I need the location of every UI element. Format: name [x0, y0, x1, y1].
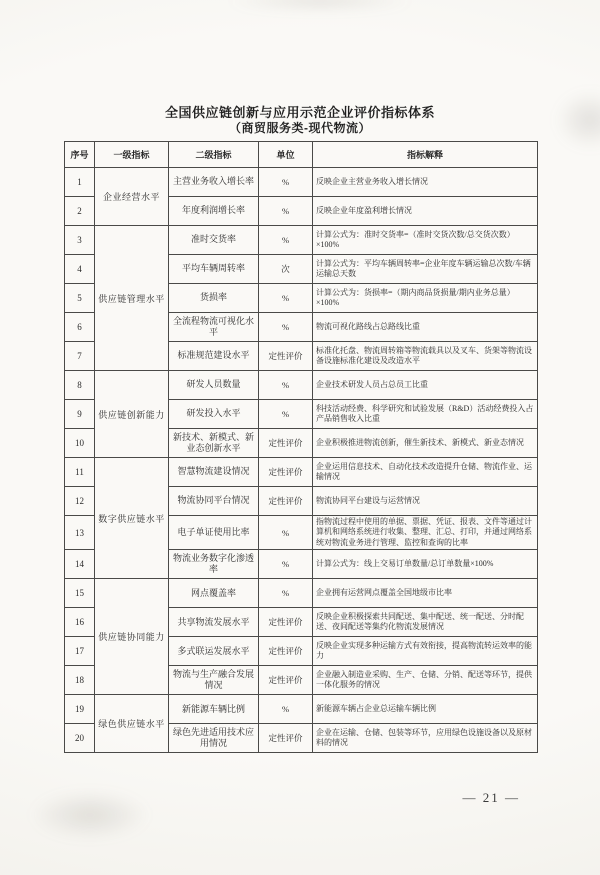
unit-cell: % [259, 579, 313, 608]
row-number: 11 [65, 458, 95, 487]
indicator-explanation: 企业在运输、仓储、包装等环节，应用绿色设施设备以及原材料的情况 [313, 724, 538, 753]
unit-cell: 定性评价 [259, 666, 313, 695]
indicator-explanation: 计算公式为：货损率=（期内商品货损量/期内业务总量）×100% [313, 284, 538, 313]
row-number: 20 [65, 724, 95, 753]
first-level-indicator: 供应链管理水平 [95, 226, 169, 371]
row-number: 12 [65, 487, 95, 516]
indicator-explanation: 企业积极推进物流创新，催生新技术、新模式、新业态情况 [313, 429, 538, 458]
indicator-explanation: 科技活动经费、科学研究和试验发展（R&D）活动经费投入占产品销售收入比重 [313, 400, 538, 429]
unit-cell: 次 [259, 255, 313, 284]
table-header-row [65, 142, 538, 168]
indicator-explanation: 物流可视化路线占总路线比重 [313, 313, 538, 342]
row-number: 13 [65, 516, 95, 550]
table-row [65, 371, 538, 400]
first-level-indicator: 数字供应链水平 [95, 458, 169, 579]
first-level-indicator: 绿色供应链水平 [95, 695, 169, 753]
indicator-explanation: 企业拥有运营网点覆盖全国地级市比率 [313, 579, 538, 608]
unit-cell: % [259, 695, 313, 724]
row-number: 1 [65, 168, 95, 197]
second-level-indicator: 物流与生产融合发展情况 [169, 666, 259, 695]
evaluation-index-table [64, 141, 538, 753]
row-number: 5 [65, 284, 95, 313]
row-number: 4 [65, 255, 95, 284]
column-header-first-level: 一级指标 [95, 142, 169, 168]
indicator-explanation: 反映企业积极探索共同配送、集中配送、统一配送、分时配送、夜间配送等集约化物流发展情况 [313, 608, 538, 637]
second-level-indicator: 研发人员数量 [169, 371, 259, 400]
unit-cell: % [259, 550, 313, 579]
row-number: 18 [65, 666, 95, 695]
column-header-second-level: 二级指标 [169, 142, 259, 168]
second-level-indicator: 主营业务收入增长率 [169, 168, 259, 197]
indicator-explanation: 新能源车辆占企业总运输车辆比例 [313, 695, 538, 724]
row-number: 2 [65, 197, 95, 226]
second-level-indicator: 新技术、新模式、新业态创新水平 [169, 429, 259, 458]
second-level-indicator: 平均车辆周转率 [169, 255, 259, 284]
unit-cell: % [259, 168, 313, 197]
unit-cell: 定性评价 [259, 724, 313, 753]
unit-cell: % [259, 371, 313, 400]
row-number: 10 [65, 429, 95, 458]
row-number: 19 [65, 695, 95, 724]
row-number: 7 [65, 342, 95, 371]
page-number: — 21 — [462, 790, 520, 805]
indicator-explanation: 计算公式为：准时交货率=（准时交货次数/总交货次数）×100% [313, 226, 538, 255]
unit-cell: 定性评价 [259, 458, 313, 487]
second-level-indicator: 电子单证使用比率 [169, 516, 259, 550]
first-level-indicator: 企业经营水平 [95, 168, 169, 226]
unit-cell: 定性评价 [259, 342, 313, 371]
second-level-indicator: 物流协同平台情况 [169, 487, 259, 516]
row-number: 3 [65, 226, 95, 255]
page-title: 全国供应链创新与应用示范企业评价指标体系 [164, 105, 435, 120]
document-title-block [0, 105, 600, 136]
second-level-indicator: 研发投入水平 [169, 400, 259, 429]
second-level-indicator: 准时交货率 [169, 226, 259, 255]
unit-cell: % [259, 226, 313, 255]
indicator-explanation: 计算公式为：线上交易订单数量/总订单数量×100% [313, 550, 538, 579]
table-row [65, 695, 538, 724]
first-level-indicator: 供应链协同能力 [95, 579, 169, 695]
unit-cell: 定性评价 [259, 608, 313, 637]
row-number: 6 [65, 313, 95, 342]
unit-cell: % [259, 284, 313, 313]
scan-artifact [30, 790, 150, 840]
row-number: 16 [65, 608, 95, 637]
row-number: 9 [65, 400, 95, 429]
indicator-explanation: 企业技术研发人员占总员工比重 [313, 371, 538, 400]
second-level-indicator: 智慧物流建设情况 [169, 458, 259, 487]
table-row [65, 579, 538, 608]
indicator-explanation: 反映企业年度盈利增长情况 [313, 197, 538, 226]
unit-cell: % [259, 197, 313, 226]
column-header-explanation: 指标解释 [313, 142, 538, 168]
page-subtitle: （商贸服务类-现代物流） [229, 121, 371, 136]
indicator-explanation: 反映企业实现多种运输方式有效衔接，提高物流转运效率的能力 [313, 637, 538, 666]
second-level-indicator: 标准规范建设水平 [169, 342, 259, 371]
second-level-indicator: 新能源车辆比例 [169, 695, 259, 724]
second-level-indicator: 全流程物流可视化水平 [169, 313, 259, 342]
unit-cell: 定性评价 [259, 487, 313, 516]
row-number: 8 [65, 371, 95, 400]
column-header-unit: 单位 [259, 142, 313, 168]
second-level-indicator: 物流业务数字化渗透率 [169, 550, 259, 579]
table-body [65, 168, 538, 753]
table-row [65, 226, 538, 255]
second-level-indicator: 网点覆盖率 [169, 579, 259, 608]
indicator-explanation: 企业运用信息技术、自动化技术改造提升仓储、物流作业、运输情况 [313, 458, 538, 487]
unit-cell: 定性评价 [259, 637, 313, 666]
first-level-indicator: 供应链创新能力 [95, 371, 169, 458]
scan-artifact [225, 0, 415, 10]
second-level-indicator: 共享物流发展水平 [169, 608, 259, 637]
table-row [65, 458, 538, 487]
indicator-explanation: 标准化托盘、物流周转箱等物流载具以及叉车、货架等物流设备设施标准化建设及改造水平 [313, 342, 538, 371]
second-level-indicator: 年度利润增长率 [169, 197, 259, 226]
indicator-explanation: 指物流过程中使用的单据、票据、凭证、报表、文件等通过计算机和网络系统进行收集、整理、汇总、打印，并通过网络系统对物流业务进行管理、监控和查询的比率 [313, 516, 538, 550]
column-header-no: 序号 [65, 142, 95, 168]
unit-cell: % [259, 400, 313, 429]
row-number: 17 [65, 637, 95, 666]
unit-cell: % [259, 516, 313, 550]
indicator-explanation: 反映企业主营业务收入增长情况 [313, 168, 538, 197]
second-level-indicator: 货损率 [169, 284, 259, 313]
indicator-explanation: 企业融入制造业采购、生产、仓储、分销、配送等环节，提供一体化服务的情况 [313, 666, 538, 695]
unit-cell: 定性评价 [259, 429, 313, 458]
second-level-indicator: 绿色先进适用技术应用情况 [169, 724, 259, 753]
row-number: 15 [65, 579, 95, 608]
table-row [65, 168, 538, 197]
unit-cell: % [259, 313, 313, 342]
indicator-explanation: 物流协同平台建设与运营情况 [313, 487, 538, 516]
indicator-explanation: 计算公式为：平均车辆周转率=企业年度车辆运输总次数/车辆运输总天数 [313, 255, 538, 284]
row-number: 14 [65, 550, 95, 579]
second-level-indicator: 多式联运发展水平 [169, 637, 259, 666]
